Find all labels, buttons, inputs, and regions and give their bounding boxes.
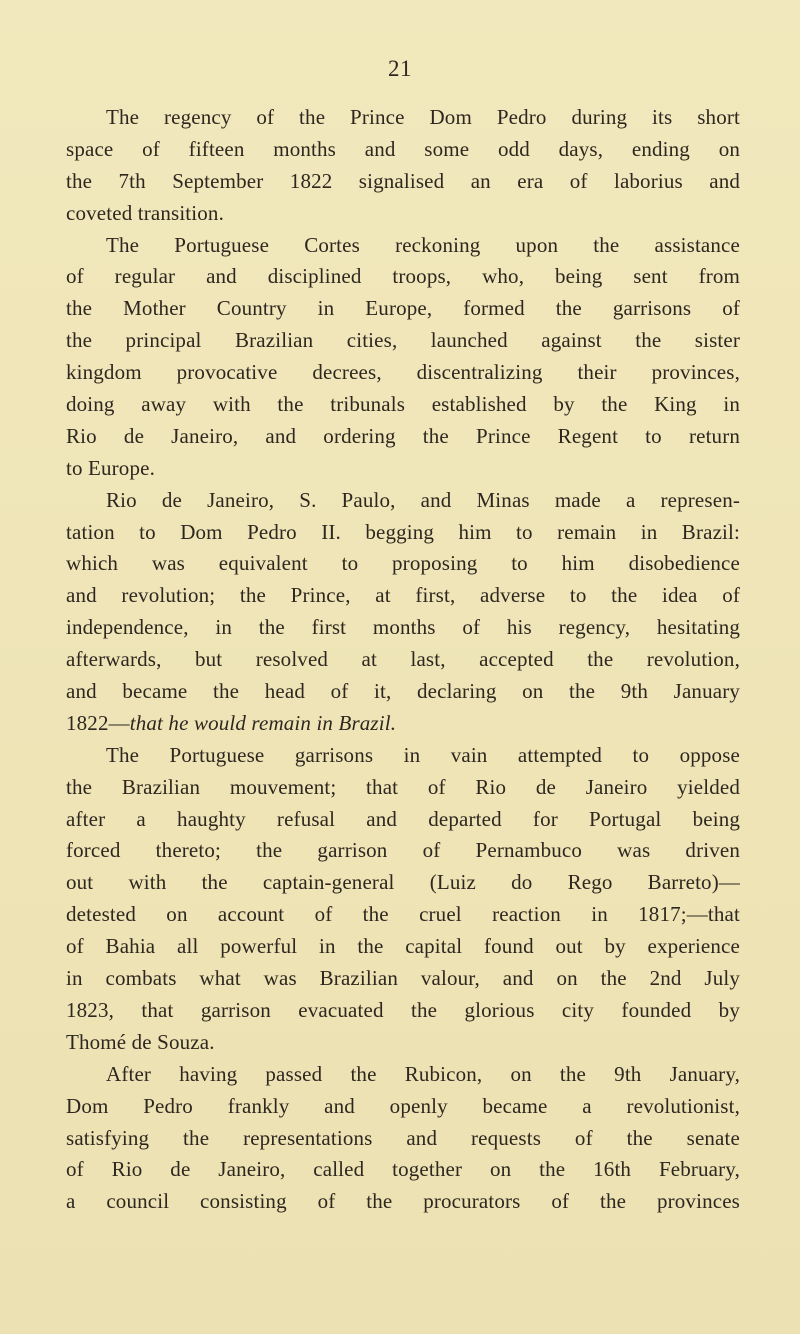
text-line: After having passed the Rubicon, on the 9th January, (106, 1061, 740, 1086)
text-line: 1823, that garrison evacuated the glorious city founded by (66, 997, 740, 1022)
text-line: The Portuguese garrisons in vain attempted to oppose (106, 742, 740, 767)
italic-quote: that he would remain in Brazil. (129, 710, 397, 735)
text-line: out with the captain-general (Luiz do Rego Barreto)— (66, 870, 740, 895)
text-line: of Bahia all powerful in the capital found out by experience (66, 934, 740, 959)
text-line: after a haughty refusal and departed for Portugal being (66, 806, 740, 831)
text-line: Rio de Janeiro, S. Paulo, and Minas made a represen- (106, 487, 740, 512)
text-line: of regular and disciplined troops, who, being sent from (66, 264, 740, 289)
text-line: The Portuguese Cortes reckoning upon the assistance (106, 232, 740, 257)
text-line: forced thereto; the garrison of Pernambuco was driven (66, 838, 740, 863)
text-line: afterwards, but resolved at last, accepted the revolution, (66, 647, 740, 672)
text-line: and revolution; the Prince, at first, adverse to the idea of (66, 583, 740, 608)
date-text: 1822— (66, 710, 130, 735)
body-text (66, 102, 740, 1218)
page-number: 21 (388, 56, 412, 81)
text-line: the Brazilian mouvement; that of Rio de Janeiro yielded (66, 774, 740, 799)
text-line: tation to Dom Pedro II. begging him to remain in Brazil: (66, 519, 740, 544)
text-line: coveted transition. (66, 200, 224, 225)
text-line: satisfying the representations and requests of the senate (66, 1125, 740, 1150)
text-line (66, 708, 740, 740)
text-line: detested on account of the cruel reaction in 1817;—that (66, 902, 740, 927)
text-line: the Mother Country in Europe, formed the garrisons of (66, 296, 740, 321)
text-line: Thomé de Souza. (66, 1029, 215, 1054)
text-line: to Europe. (66, 455, 155, 480)
text-line: in combats what was Brazilian valour, and on the 2nd July (66, 966, 740, 991)
text-line: space of fifteen months and some odd days, ending on (66, 136, 740, 161)
text-line: The regency of the Prince Dom Pedro during its short (106, 105, 740, 129)
text-line: of Rio de Janeiro, called together on the 16th February, (66, 1157, 740, 1182)
text-line: doing away with the tribunals established by the King in (66, 392, 740, 417)
text-line: Rio de Janeiro, and ordering the Prince Regent to return (66, 423, 740, 448)
text-line: the 7th September 1822 signalised an era of laborius and (66, 168, 740, 193)
text-line: a council consisting of the procurators of the provinces (66, 1189, 740, 1214)
text-line: the principal Brazilian cities, launched against the sister (66, 328, 740, 353)
text-line: independence, in the first months of his regency, hesitating (66, 615, 740, 640)
text-line: kingdom provocative decrees, discentralizing their provinces, (66, 360, 740, 385)
text-line: Dom Pedro frankly and openly became a revolutionist, (66, 1093, 740, 1118)
text-line: and became the head of it, declaring on the 9th January (66, 679, 740, 704)
text-line: which was equivalent to proposing to him disobedience (66, 551, 740, 576)
